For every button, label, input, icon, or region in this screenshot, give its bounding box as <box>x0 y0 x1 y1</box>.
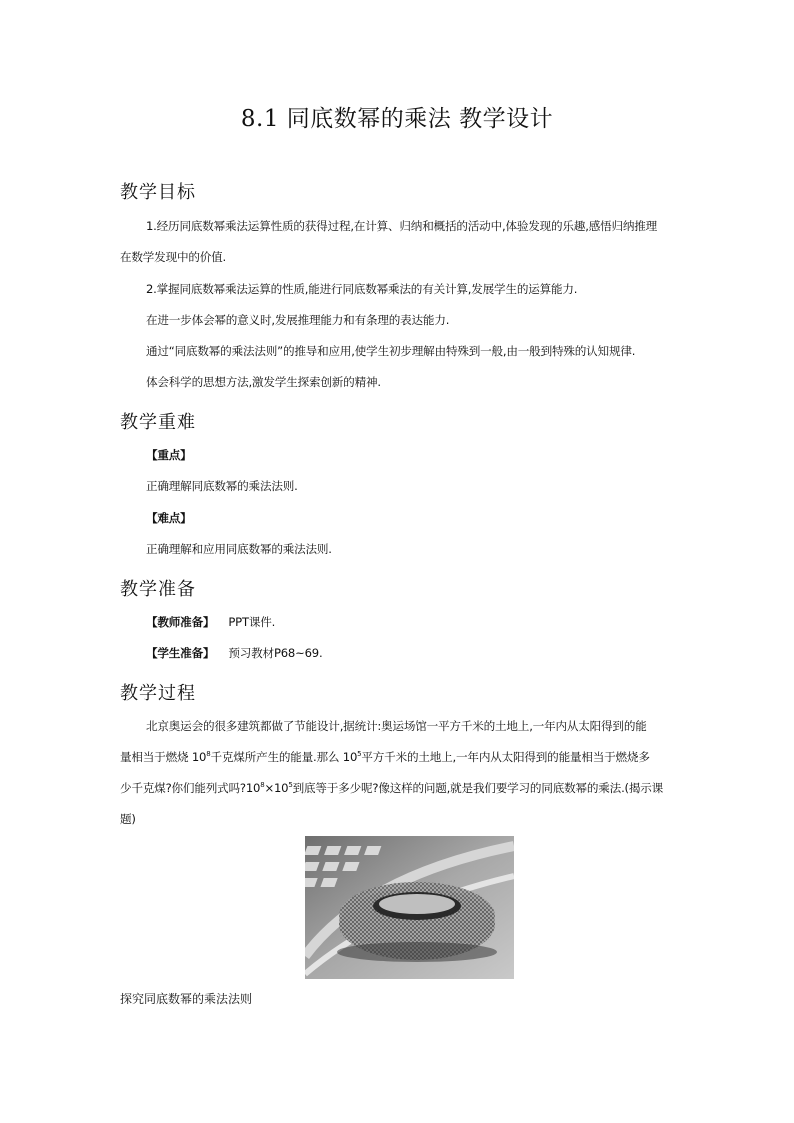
process-line-1: 北京奥运会的很多建筑都做了节能设计,据统计:奥运场馆一平方千米的土地上,一年内从太阳得到的能 <box>146 719 647 733</box>
goal-line-5: 通过“同底数幂的乘法法则”的推导和应用,使学生初步理解由特殊到一般,由一般到特殊的认知规律. <box>146 344 636 358</box>
heading-process: 教学过程 <box>120 683 196 704</box>
document-title: 8.1 同底数幂的乘法 教学设计 <box>240 106 554 132</box>
heading-preparation: 教学准备 <box>120 579 196 600</box>
student-prep <box>146 646 322 660</box>
heading-goals: 教学目标 <box>120 182 196 203</box>
section-caption: 探究同底数幂的乘法法则 <box>120 992 253 1006</box>
goal-line-2: 在数学发现中的价值. <box>120 250 227 264</box>
student-prep-text: 预习教材P68~69. <box>228 646 323 660</box>
goal-line-4: 在进一步体会幂的意义时,发展推理能力和有条理的表达能力. <box>146 313 450 327</box>
stadium-photo <box>305 836 514 979</box>
student-prep-label: 【学生准备】 <box>146 646 215 660</box>
teacher-prep-text: PPT课件. <box>228 615 276 629</box>
focus-text: 正确理解同底数幂的乘法法则. <box>146 479 298 493</box>
goal-line-1: 1.经历同底数幂乘法运算性质的获得过程,在计算、归纳和概括的活动中,体验发现的乐趣,感悟归纳推理 <box>146 219 658 233</box>
process-line-2: 量相当于燃烧 $10^8$千克煤所产生的能量.那么 $10^5$平方千米的土地上,一年内从太阳得到的能量相当于燃烧多 <box>120 750 650 764</box>
teacher-prep <box>146 615 275 629</box>
process-line-4: 题) <box>120 812 136 826</box>
process-line-3: 少千克煤?你们能列式吗$?10^8\times 10^5$到底等于多少呢?像这样的问题,就是我们要学习的同底数幂的乘法.(揭示课 <box>120 781 664 795</box>
heading-key-points: 教学重难 <box>120 412 196 433</box>
goal-line-6: 体会科学的思想方法,激发学生探索创新的精神. <box>146 375 381 389</box>
goal-line-3: 2.掌握同底数幂乘法运算的性质,能进行同底数幂乘法的有关计算,发展学生的运算能力. <box>146 282 578 296</box>
difficulty-text: 正确理解和应用同底数幂的乘法法则. <box>146 542 332 556</box>
focus-label: 【重点】 <box>146 448 192 462</box>
teacher-prep-label: 【教师准备】 <box>146 615 215 629</box>
difficulty-label: 【难点】 <box>146 511 192 525</box>
